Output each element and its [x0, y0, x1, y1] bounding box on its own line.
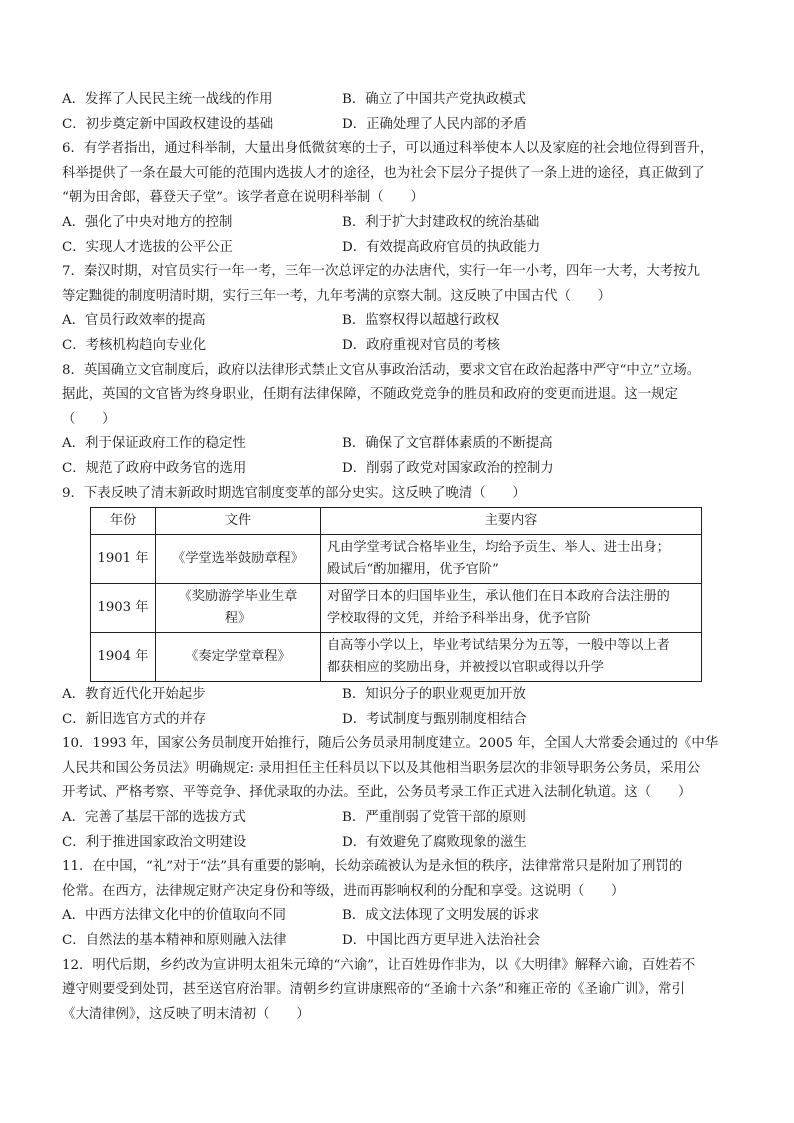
q6-stem-line-2: 科举提供了一条在最大可能的范围内选拔人才的途径，也为社会下层分子提供了一条上进的途径，真正做到了 — [62, 165, 705, 181]
q10-options-row-2 — [62, 831, 742, 856]
q8-stem-line-1: 8．英国确立文官制度后，政府以法律形式禁止文官从事政治活动，要求文官在政治起落中严守“中立”立场。 — [62, 362, 701, 378]
q6-option-b[interactable]: B．利于扩大封建政权的统治基础 — [342, 214, 540, 230]
q11-options-row-2 — [62, 929, 742, 954]
q9-option-a[interactable]: A．教育近代化开始起步 — [62, 687, 206, 703]
table-header-document: 文件 — [156, 508, 321, 535]
q7-stem-line-1: 7．秦汉时期，对官员实行一年一考，三年一次总评定的办法唐代，实行一年一小考，四年一大考，大考按九 — [62, 264, 700, 280]
table-header-content: 主要内容 — [321, 508, 702, 535]
q9-options-row-1 — [62, 683, 742, 708]
q10-option-b[interactable]: B．严重削弱了党管干部的原则 — [342, 810, 526, 826]
q10-option-a[interactable]: A．完善了基层干部的选拔方式 — [62, 810, 246, 826]
q7-option-d[interactable]: D．政府重视对官员的考核 — [342, 337, 501, 353]
q8-options-row-2 — [62, 457, 742, 482]
q6-options-row-2 — [62, 236, 742, 261]
q8-stem-line-2: 据此，英国的文官皆为终身职业，任期有法律保障，不随政党竞争的胜员和政府的变更而进退。这一规定 — [62, 387, 678, 403]
table-cell-document — [156, 584, 321, 633]
q5-option-a[interactable]: A．发挥了人民民主统一战线的作用 — [62, 92, 273, 107]
table-cell-content — [321, 584, 702, 633]
content-line: 学校取得的文凭，并给予科举出身，优予官阶 — [327, 611, 591, 627]
content-line: 殿试后“酌加擢用，优予官阶” — [327, 562, 499, 578]
content-line: 自高等小学以上，毕业考试结果分为五等，一般中等以上者 — [327, 638, 670, 654]
q11-stem-line-1: 11．在中国，“礼”对于“法”具有重要的影响，长幼亲疏被认为是永恒的秩序，法律常常只是附加了刑罚的 — [62, 859, 683, 875]
q10-stem-line-1: 10．1993 年，国家公务员制度开始推行，随后公务员录用制度建立。2005 年，全国人大常委会通过的《中华 — [62, 736, 719, 752]
q5-option-d[interactable]: D．正确处理了人民内部的矛盾 — [342, 116, 527, 132]
q5-option-c[interactable]: C．初步奠定新中国政权建设的基础 — [62, 116, 274, 132]
document-line: 《奖励游学毕业生章 — [178, 589, 298, 605]
q11-option-a[interactable]: A．中西方法律文化中的价值取向不同 — [62, 908, 286, 924]
table-cell-year: 1904 年 — [91, 633, 156, 682]
q9-table — [90, 507, 702, 682]
content-line: 凡由学堂考试合格毕业生，均给予贡生、举人、进士出身； — [327, 540, 670, 556]
content-line: 都获相应的奖励出身，并被授以官职或得以升学 — [327, 660, 604, 676]
table-cell-content — [321, 633, 702, 682]
document-line: 程》 — [224, 611, 252, 627]
q6-option-a[interactable]: A．强化了中央对地方的控制 — [62, 214, 233, 230]
q9-option-b[interactable]: B．知识分子的职业观更加开放 — [342, 687, 526, 703]
q9-option-c[interactable]: C．新旧选官方式的并存 — [62, 711, 207, 727]
q12-stem-line-2: 遵守则要受到处罚，甚至送官府治罪。清朝乡约宣讲康熙帝的“圣谕十六条”和雍正帝的《圣谕广训》，常引 — [62, 982, 685, 998]
q11-options-row-1 — [62, 904, 742, 929]
exam-page — [62, 88, 742, 1027]
q7-options-row-2 — [62, 334, 742, 359]
q7-stem-line-2: 等定黜徙的制度明清时期，实行三年一考，九年考满的京察大制。这反映了中国古代（ ） — [62, 288, 612, 304]
table-header-year: 年份 — [91, 508, 156, 535]
q12-stem-line-3: 《大清律例》，这反映了明末清初（ ） — [62, 1006, 310, 1022]
q9-options-row-2 — [62, 708, 742, 733]
q7-option-a[interactable]: A．官员行政效率的提高 — [62, 313, 206, 329]
table-row — [91, 535, 702, 584]
q5-options-row-1 — [62, 88, 742, 113]
q6-option-d[interactable]: D．有效提高政府官员的执政能力 — [342, 239, 541, 255]
q12-stem-line-1: 12．明代后期，乡约改为宣讲明太祖朱元璋的“六谕”，让百姓毋作非为，以《大明律》解释六谕，百姓若不 — [62, 957, 696, 973]
q10-option-d[interactable]: D．有效避免了腐败现象的滋生 — [342, 834, 527, 850]
q9-option-d[interactable]: D．考试制度与甄别制度相结合 — [342, 711, 527, 727]
q7-options-row-1 — [62, 309, 742, 334]
table-cell-document: 《学堂选举鼓励章程》 — [156, 535, 321, 584]
table-cell-document: 《奏定学堂章程》 — [156, 633, 321, 682]
q10-stem-line-3: 开考试、严格考察、平等竞争、择优录取的办法。至此，公务员考录工作正式进入法制化轨道。这（ ） — [62, 785, 692, 801]
q5-option-b[interactable]: B．确立了中国共产党执政模式 — [342, 92, 526, 107]
table-cell-year: 1903 年 — [91, 584, 156, 633]
content-line: 对留学日本的归国毕业生，承认他们在日本政府合法注册的 — [327, 589, 670, 605]
q8-option-a[interactable]: A．利于保证政府工作的稳定性 — [62, 436, 246, 452]
q8-option-c[interactable]: C．规范了政府中政务官的选用 — [62, 460, 247, 476]
q11-option-d[interactable]: D．中国比西方更早进入法治社会 — [342, 933, 541, 949]
q8-option-b[interactable]: B．确保了文官群体素质的不断提高 — [342, 436, 553, 452]
q6-option-c[interactable]: C．实现人才选拔的公平公正 — [62, 239, 233, 255]
q10-stem-line-2: 人民共和国公务员法》明确规定: 录用担任主任科员以下以及其他相当职务层次的非领导职务公务员，采用公 — [62, 760, 701, 776]
table-row — [91, 584, 702, 633]
q8-option-d[interactable]: D．削弱了政党对国家政治的控制力 — [342, 460, 554, 476]
q11-option-b[interactable]: B．成文法体现了文明发展的诉求 — [342, 908, 540, 924]
q9-stem: 9．下表反映了清末新政时期选官制度变革的部分史实。这反映了晚清（ ） — [62, 485, 526, 501]
q10-option-c[interactable]: C．利于推进国家政治文明建设 — [62, 834, 247, 850]
q10-options-row-1 — [62, 806, 742, 831]
q5-options-row-2 — [62, 113, 742, 138]
q8-options-row-1 — [62, 432, 742, 457]
table-cell-content — [321, 535, 702, 584]
table-row — [91, 633, 702, 682]
q6-options-row-1 — [62, 211, 742, 236]
q7-option-b[interactable]: B．监察权得以超越行政权 — [342, 313, 500, 329]
q8-stem-line-3: （ ） — [62, 411, 116, 427]
q6-stem-line-1: 6．有学者指出，通过科举制，大量出身低微贫寒的士子，可以通过科举使本人以及家庭的社会地位得到晋升， — [62, 141, 714, 157]
q6-stem-line-3: “朝为田舍郎，暮登天子堂”。该学者意在说明科举制（ ） — [62, 190, 424, 206]
q11-stem-line-2: 伦常。在西方，法律规定财产决定身份和等级，进而再影响权利的分配和享受。这说明（ ） — [62, 883, 625, 899]
table-cell-year: 1901 年 — [91, 535, 156, 584]
q7-option-c[interactable]: C．考核机构趋向专业化 — [62, 337, 207, 353]
q11-option-c[interactable]: C．自然法的基本精神和原则融入法律 — [62, 933, 287, 949]
table-header-row — [91, 508, 702, 535]
